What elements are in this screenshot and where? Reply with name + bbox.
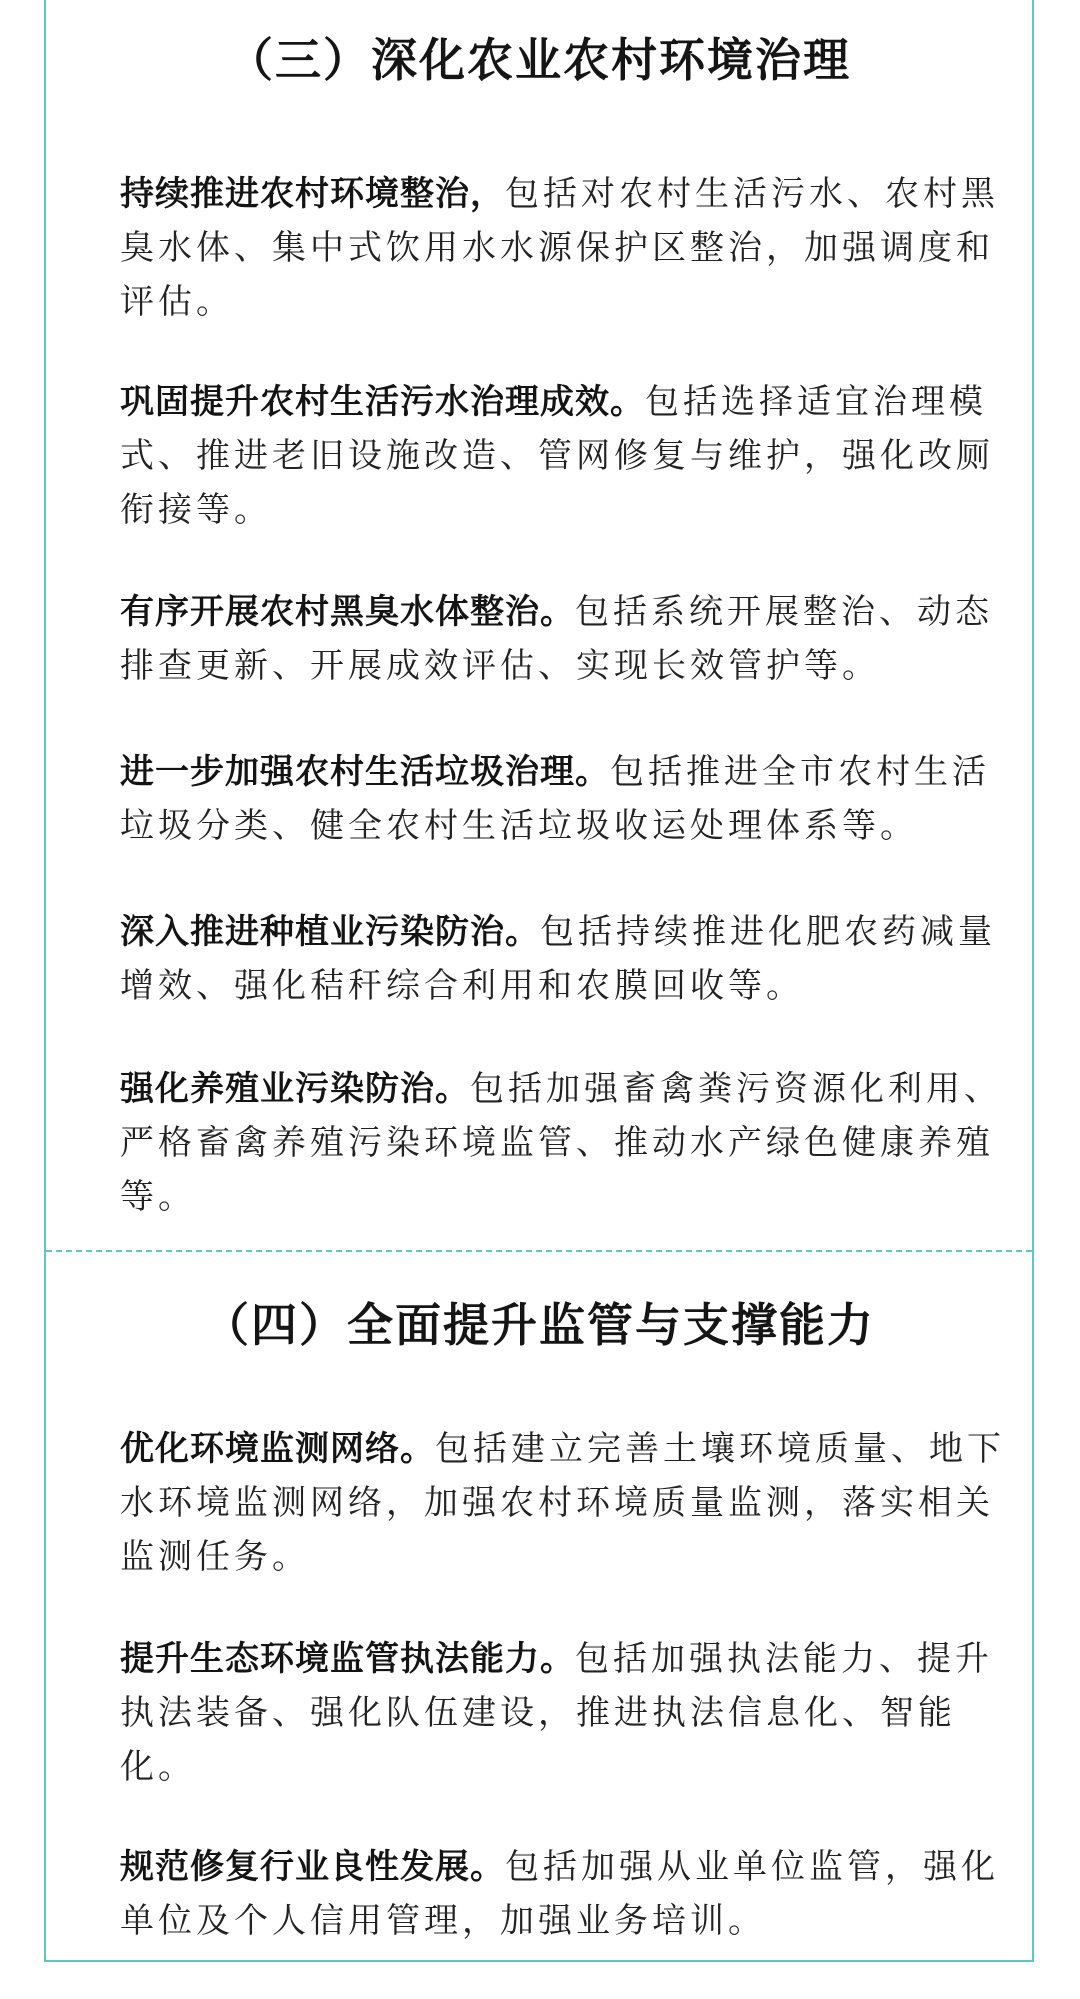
paragraph-lead: 提升生态环境监管执法能力。: [120, 1639, 575, 1679]
section-four: [46, 1252, 1032, 1960]
paragraph-domestic-garbage: [120, 745, 1010, 853]
paragraph-domestic-sewage-treatment: [120, 375, 1010, 537]
paragraph-body: 包括加强执法能力、提升执法装备、强化队伍建设，推进执法信息化、智能化。: [120, 1639, 993, 1787]
paragraph-planting-pollution: [120, 905, 1010, 1013]
paragraph-lead: 进一步加强农村生活垃圾治理。: [120, 752, 610, 792]
paragraph-body: 包括选择适宜治理模式、推进老旧设施改造、管网修复与维护，强化改厕衔接等。: [120, 382, 994, 530]
paragraph-body: 包括系统开展整治、动态排查更新、开展成效评估、实现长效管护等。: [120, 592, 993, 686]
paragraph-remediation-industry: [120, 1840, 1010, 1948]
paragraph-rural-environment-rectification: [120, 167, 1010, 329]
paragraph-monitoring-network: [120, 1422, 1010, 1584]
paragraph-body: 包括加强畜禽粪污资源化利用、严格畜禽养殖污染环境监管、推动水产绿色健康养殖等。: [120, 1069, 1002, 1217]
paragraph-black-odorous-water: [120, 585, 1010, 693]
paragraph-lead: 深入推进种植业污染防治。: [120, 912, 540, 952]
paragraph-body: 包括持续推进化肥农药减量增效、强化秸秆综合利用和农膜回收等。: [120, 912, 996, 1006]
section-three: [46, 0, 1032, 1250]
paragraph-law-enforcement: [120, 1632, 1010, 1794]
paragraph-body: 包括加强从业单位监管，强化单位及个人信用管理，加强业务培训。: [120, 1847, 999, 1941]
paragraph-body: 包括建立完善土壤环境质量、地下水环境监测网络，加强农村环境质量监测，落实相关监测任务。: [120, 1429, 1005, 1577]
content-frame: [44, 0, 1034, 1962]
paragraph-body: 包括对农村生活污水、农村黑臭水体、集中式饮用水水源保护区整治，加强调度和评估。: [120, 174, 999, 322]
section-four-title: （四）全面提升监管与支撑能力: [203, 1298, 875, 1352]
paragraph-lead: 持续推进农村环境整治，: [120, 174, 505, 214]
paragraph-lead: 强化养殖业污染防治。: [120, 1069, 470, 1109]
paragraph-lead: 优化环境监测网络。: [120, 1429, 435, 1469]
section-three-title: （三）深化农业农村环境治理: [227, 33, 851, 87]
paragraph-body: 包括推进全市农村生活垃圾分类、健全农村生活垃圾收运处理体系等。: [120, 752, 990, 846]
paragraph-lead: 规范修复行业良性发展。: [120, 1847, 505, 1887]
paragraph-breeding-pollution: [120, 1062, 1010, 1224]
paragraph-lead: 巩固提升农村生活污水治理成效。: [120, 382, 645, 422]
paragraph-lead: 有序开展农村黑臭水体整治。: [120, 592, 575, 632]
